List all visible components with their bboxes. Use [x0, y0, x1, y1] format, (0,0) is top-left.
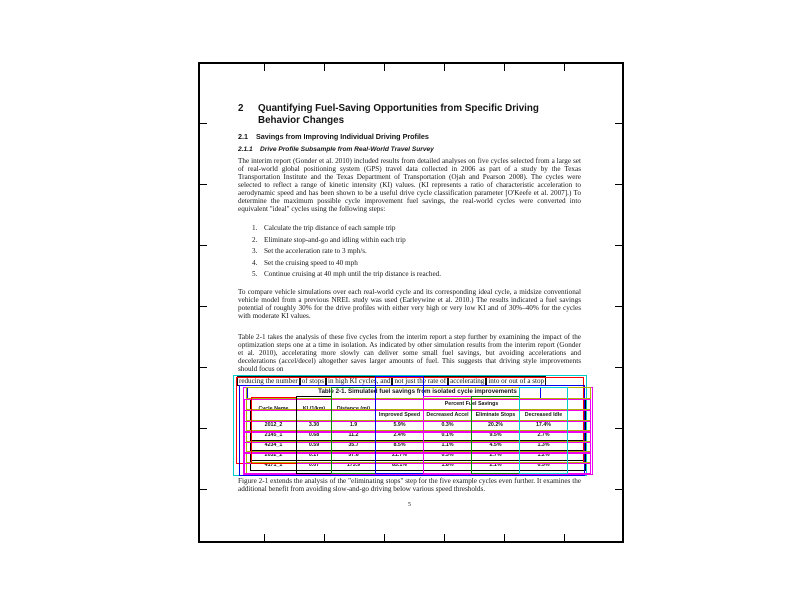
column-header: KI (1/km): [297, 399, 332, 421]
table-cell: 0.68: [297, 431, 332, 441]
table-cell: [568, 441, 586, 451]
axis-tick: [615, 184, 622, 185]
subsection-number: 2.1: [238, 132, 248, 141]
empty-column-header: [568, 399, 586, 421]
table-caption: Table 2-1. Simulated fuel savings from isolated cycle improvements: [318, 388, 517, 395]
annotated-segment: into or out of a stop: [488, 377, 545, 385]
table-cell: [568, 461, 586, 471]
table-row: [251, 431, 586, 441]
table-cell: 0.1%: [424, 431, 472, 441]
table-cell: 1.8%: [424, 461, 472, 471]
table-cell: 1.9: [332, 421, 376, 431]
fuel-savings-table: [250, 398, 586, 471]
axis-tick: [504, 64, 505, 71]
column-header: Decreased Idle: [520, 410, 568, 421]
axis-tick: [264, 64, 265, 71]
axis-tick: [444, 534, 445, 541]
annotated-text-line: [237, 376, 583, 386]
figure-paragraph: Figure 2-1 extends the analysis of the "eliminating stops" step for the five example cycles even further. It examines the additional benefit from avoiding slow-and-go driving below various speed thresholds.: [238, 477, 581, 493]
axis-tick: [264, 534, 265, 541]
axis-tick: [200, 184, 207, 185]
table-cell: 2.7%: [520, 431, 568, 441]
list-item: 5. Continue cruising at 40 mph until the trip distance is reached.: [252, 270, 442, 279]
axis-tick: [615, 489, 622, 490]
annotated-segment: in high KI cycles, and: [327, 377, 391, 385]
table-row: [251, 451, 586, 461]
table-cell: 2.1%: [472, 461, 520, 471]
axis-tick: [444, 64, 445, 71]
page-number: 5: [408, 502, 411, 508]
annotated-segment: reducing the number: [239, 377, 298, 385]
table-cell: 8.5%: [376, 441, 424, 451]
table-row: [251, 461, 586, 471]
subsection-title: Savings from Improving Individual Driving Profiles: [256, 132, 429, 141]
table-cell: 83.1%: [376, 461, 424, 471]
table-cell: 1.1%: [424, 441, 472, 451]
annotated-segment: of stops: [301, 377, 324, 385]
table-cell: 20.2%: [472, 421, 520, 431]
annotated-segment: accelerating: [450, 377, 485, 385]
list-item: 1. Calculate the trip distance of each sample trip: [252, 224, 396, 232]
table-header: [251, 399, 586, 421]
axis-tick: [200, 306, 207, 307]
axis-tick: [200, 123, 207, 124]
axis-tick: [504, 534, 505, 541]
table-cell: 2.4%: [376, 431, 424, 441]
axis-tick: [564, 64, 565, 71]
list-item: 3. Set the acceleration rate to 3 mph/s.: [252, 247, 367, 256]
subsubsection-number: 2.1.1: [238, 146, 253, 153]
table-cell: 4234_1: [251, 441, 297, 451]
table-cell: 1.2%: [520, 451, 568, 461]
subsubsection-title: Drive Profile Subsample from Real-World Travel Survey: [260, 146, 434, 153]
table-cell: [568, 431, 586, 441]
table-cell: 4.5%: [472, 441, 520, 451]
column-header: Cycle Name: [251, 399, 297, 421]
table-cell: 0.5%: [520, 461, 568, 471]
table-cell: 2.7%: [472, 451, 520, 461]
axis-tick: [615, 367, 622, 368]
axis-tick: [384, 64, 385, 71]
axis-tick: [615, 428, 622, 429]
axis-tick: [384, 534, 385, 541]
table-body: [251, 421, 586, 471]
table-cell: 0.3%: [424, 421, 472, 431]
table-row: [251, 441, 586, 451]
axis-tick: [324, 534, 325, 541]
table-cell: 9.5%: [472, 431, 520, 441]
list-item: 2. Eliminate stop-and-go and idling within each trip: [252, 235, 406, 244]
table-cell: 0.07: [297, 461, 332, 471]
table-cell: 21.7%: [376, 451, 424, 461]
paragraph-2: To compare vehicle simulations over each real-world cycle and its corresponding ideal cycle, a midsize conventional vehicle model from a previous NREL study was used (Earleywine et al. 2010.) The results indicated a fuel savings potential of roughly 30% for the drive profiles with either very high or very low KI and of 30%–40% for the cycles with moderate KI values.: [238, 288, 581, 320]
column-header: Decreased Accel: [424, 410, 472, 421]
numbered-list: [252, 224, 572, 282]
table-cell: 4171_1: [251, 461, 297, 471]
table-cell: 11.2: [332, 431, 376, 441]
table-cell: 17.4%: [520, 421, 568, 431]
table-cell: 5.9%: [376, 421, 424, 431]
column-header: Improved Speed: [376, 410, 424, 421]
axis-tick: [200, 367, 207, 368]
group-header: Percent Fuel Savings: [376, 399, 568, 410]
column-header: Distance (mi): [332, 399, 376, 421]
subsubsection-heading: [238, 146, 582, 153]
axis-tick: [200, 489, 207, 490]
subsection-heading: [238, 132, 582, 141]
paragraph-1: The interim report (Gonder et al. 2010) included results from detailed analyses on five cycles selected from a large set of real-world global positioning system (GPS) travel data collected in 2006 as part of a study by the Texas Transportation Institute and the Texas Department of Transportation (Ojah and Pearson 2008). The cycles were selected to reflect a range of kinetic intensity (KI) values. (KI represents a ratio of characteristic acceleration to aerodynamic speed and has been shown to be a useful drive cycle classification parameter [O'Keefe et al. 2007].) To determine the maximum possible cycle improvement fuel savings, the real-world cycles were converted into equivalent "ideal" cycles using the following steps:: [238, 157, 581, 213]
table-cell: [568, 451, 586, 461]
column-header: Eliminate Stops: [472, 410, 520, 421]
axis-tick: [324, 64, 325, 71]
table-cell: 2032_2: [251, 451, 297, 461]
table-cell: 2145_1: [251, 431, 297, 441]
table-cell: 35.7: [332, 441, 376, 451]
table-cell: 3.30: [297, 421, 332, 431]
axis-tick: [615, 245, 622, 246]
axis-tick: [615, 306, 622, 307]
table-cell: 57.6: [332, 451, 376, 461]
axis-tick: [564, 534, 565, 541]
section-heading: [238, 103, 582, 126]
paragraph-3: Table 2-1 takes the analysis of these five cycles from the interim report a step further by examining the impact of the optimization steps one at a time in isolation. As indicated by other simulation results from the interim report (Gonder et al. 2010), accelerating more slowly can deliver some small fuel savings, but avoiding accelerations and decelerations (accel/decel) altogether saves larger amounts of fuel. This suggests that driving style improvements should focus on: [238, 333, 581, 373]
section-title: Quantifying Fuel-Saving Opportunities from Specific Driving Behavior Changes: [258, 103, 539, 126]
axis-tick: [200, 428, 207, 429]
table-cell: 1.3%: [520, 441, 568, 451]
list-item: 4. Set the cruising speed to 40 mph: [252, 258, 358, 267]
axis-tick: [200, 245, 207, 246]
table-cell: 0.3%: [424, 451, 472, 461]
section-number: 2: [238, 103, 244, 114]
axis-tick: [615, 123, 622, 124]
table-cell: 0.59: [297, 441, 332, 451]
table-cell: [568, 421, 586, 431]
table-cell: 173.9: [332, 461, 376, 471]
table-cell: 0.17: [297, 451, 332, 461]
table-row: [251, 421, 586, 431]
table-cell: 2012_2: [251, 421, 297, 431]
annotated-segment: not just the rate of: [394, 377, 447, 385]
